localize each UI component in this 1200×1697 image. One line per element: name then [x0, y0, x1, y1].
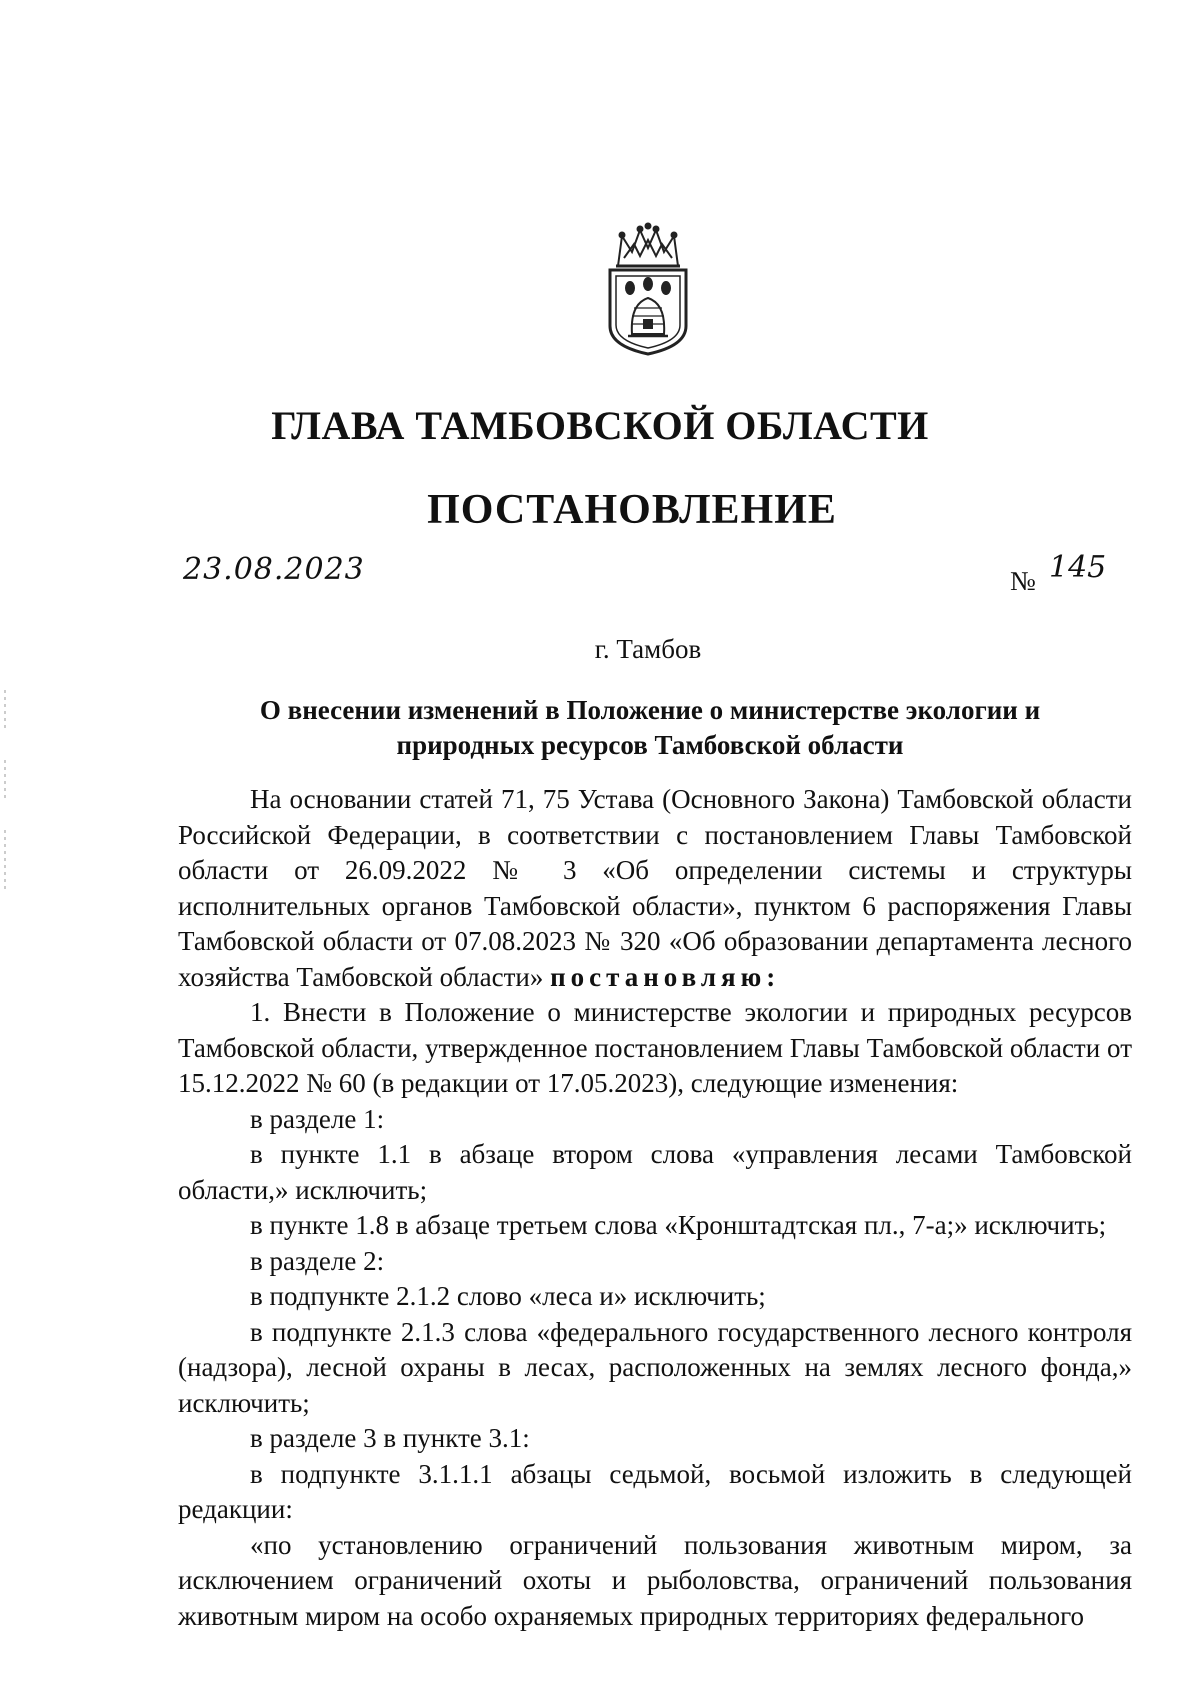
paragraph-section-2: в разделе 2: [250, 1245, 385, 1276]
paragraph-quoted-text: «по установлению ограничений пользования животным миром, за исключением ограничений охоты и рыболовства, ограничений пользования животным миром на особо охраняемых природных территориях федерального [178, 1529, 1132, 1631]
decree-word: постановляю: [550, 961, 781, 992]
paragraph-point-1-8: в пункте 1.8 в абзаце третьем слова «Кронштадтская пл., 7-а;» исключить; [250, 1210, 1107, 1240]
paragraph-preamble [178, 782, 1132, 995]
subject-line-2: природных ресурсов Тамбовской области [396, 730, 904, 760]
paragraph-item-1: 1. Внести в Положение о министерстве экологии и природных ресурсов Тамбовской области, утвержденное постановлением Главы Тамбовской области от 15.12.2022 № 60 (в редакции от 17.05.2023), следующие изменения: [178, 997, 1132, 1098]
document-type-heading: ПОСТАНОВЛЕНИЕ [427, 487, 837, 533]
paragraph-section-3: в разделе 3 в пункте 3.1: [250, 1423, 530, 1453]
authority-heading: ГЛАВА ТАМБОВСКОЙ ОБЛАСТИ [271, 403, 929, 448]
paragraph-subpoint-3-1-1-1: в подпункте 3.1.1.1 абзацы седьмой, восьмой изложить в следующей редакции: [178, 1458, 1132, 1524]
paragraph-section-1: в разделе 1: [250, 1103, 385, 1134]
number-label: № [1010, 566, 1036, 596]
document-body [178, 782, 1132, 1634]
paragraph-subpoint-2-1-2: в подпункте 2.1.2 слово «леса и» исключить; [250, 1281, 766, 1311]
document-subject [178, 693, 1122, 763]
paragraph-point-1-1: в пункте 1.1 в абзаце втором слова «управления лесами Тамбовской области,» исключить; [178, 1139, 1132, 1205]
paragraph-subpoint-2-1-3: в подпункте 2.1.3 слова «федерального государственного лесного контроля (надзора), лесной охраны в лесах, расположенных на землях лесного фонда,» исключить; [178, 1316, 1132, 1418]
preamble-text: На основании статей 71, 75 Устава (Основного Закона) Тамбовской области Российской Федерации, в соответствии с постановлением Главы Тамбовской области от 26.09.2022 № 3 «Об определении системы и структуры исполнительных органов Тамбовской области», пунктом 6 распоряжения Главы Тамбовской области от 07.08.2023 № 320 «Об образовании департамента лесного хозяйства Тамбовской области» [178, 784, 1132, 992]
coat-of-arms-emblem [600, 222, 696, 358]
city-line: г. Тамбов [594, 634, 702, 664]
handwritten-date: 23.08.2023 [183, 552, 365, 587]
handwritten-number: 145 [1049, 550, 1107, 585]
scan-margin-artifact [4, 690, 6, 940]
subject-line-1: О внесении изменений в Положение о министерстве экологии и [259, 695, 1041, 725]
